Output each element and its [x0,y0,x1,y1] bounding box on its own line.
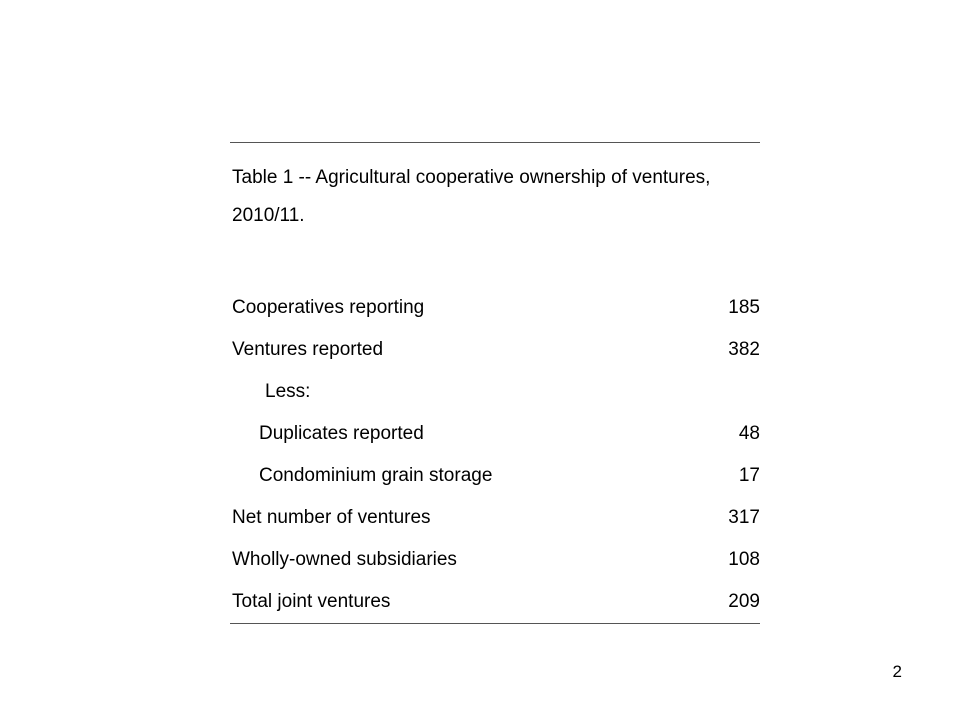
row-label: Condominium grain storage [259,465,493,486]
table-row [230,581,760,623]
row-value: 317 [728,507,760,528]
row-label: Total joint ventures [232,591,391,612]
table-row-subheading [230,371,760,413]
data-table [230,142,760,624]
row-label: Wholly-owned subsidiaries [232,549,457,570]
row-value: 17 [738,465,760,486]
table-row [230,413,760,455]
caption-spacer [230,235,760,287]
row-label: Duplicates reported [259,423,424,444]
row-label: Ventures reported [232,339,384,360]
row-value: 108 [728,549,760,570]
row-label: Less: [265,381,311,402]
table-row [230,329,760,371]
row-value: 382 [728,339,760,360]
table-row [230,539,760,581]
row-value: 185 [728,297,760,318]
row-value: 209 [728,591,760,612]
row-label: Cooperatives reporting [232,297,425,318]
table-bottom-rule [230,623,760,624]
row-value: 48 [738,423,760,444]
page-number: 2 [892,662,902,681]
table-row [230,287,760,329]
table-caption: Table 1 -- Agricultural cooperative ownership of ventures, 2010/11. [232,167,711,226]
table-row [230,455,760,497]
row-label: Net number of ventures [232,507,431,528]
table-row [230,497,760,539]
